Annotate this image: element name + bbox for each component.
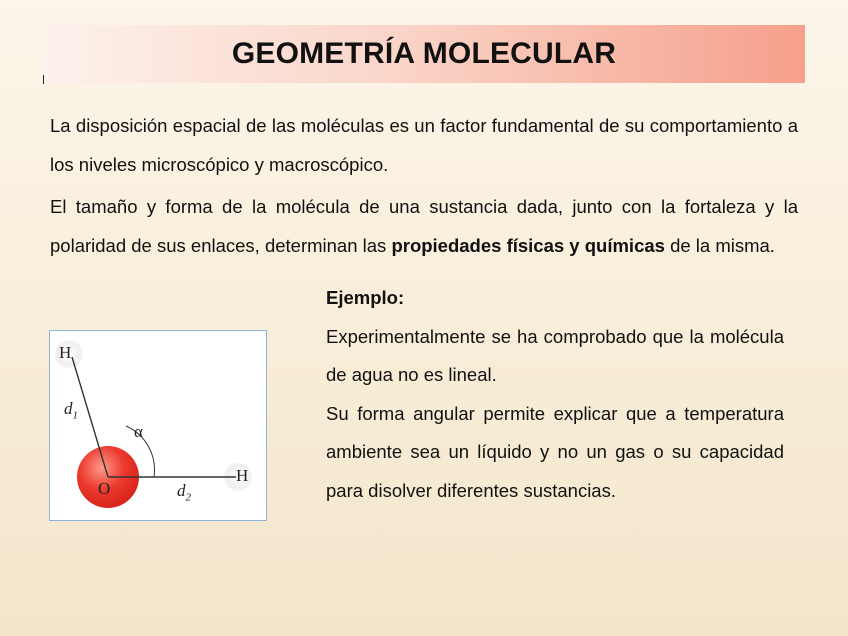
properties-text-start: El tamaño y forma de la molécula de una sustancia dada, junto con la fortaleza y la polaridad de sus enlaces, determinan las	[50, 196, 798, 256]
angle-label-alpha: α	[134, 422, 143, 441]
bond-label-d1: $d_1$	[64, 399, 78, 422]
bond-label-d2: $d_2$	[177, 481, 191, 504]
example-heading: Ejemplo:	[326, 287, 405, 308]
atom-label-h-top: H	[59, 343, 72, 362]
atom-label-h-right: H	[236, 466, 249, 485]
example-block	[326, 279, 784, 510]
water-molecule-diagram	[50, 331, 268, 522]
atom-label-o: O	[98, 479, 111, 498]
example-text-2: Su forma angular permite explicar que a temperatura ambiente sea un líquido y no un gas o su capacidad para disolver diferentes sustancias.	[326, 402, 784, 501]
slide-title: GEOMETRÍA MOLECULAR	[231, 37, 617, 70]
properties-text-end: de la misma.	[664, 235, 775, 256]
example-text-1: Experimentalmente se ha comprobado que la molécula de agua no es lineal.	[326, 325, 784, 385]
properties-emphasis: propiedades físicas y químicas	[391, 235, 665, 256]
properties-paragraph	[50, 187, 798, 265]
water-molecule-figure	[49, 330, 267, 521]
intro-paragraph: La disposición espacial de las moléculas es un factor fundamental de su comportamiento a los niveles microscópico y macroscópico.	[50, 115, 798, 175]
